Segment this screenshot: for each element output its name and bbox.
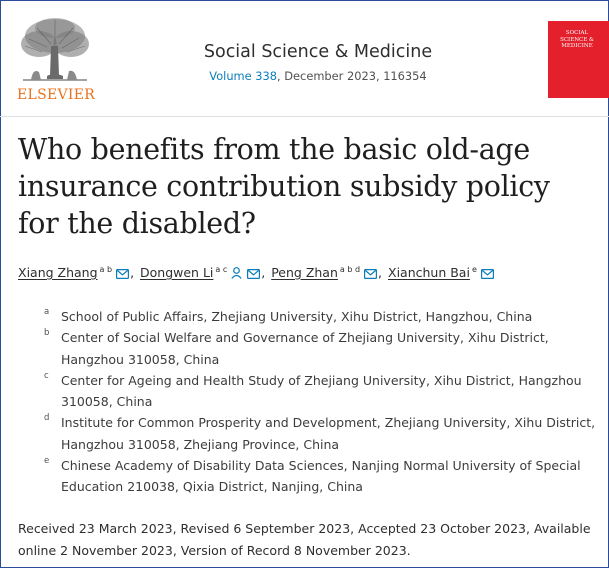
author-separator: , [378,265,386,280]
affiliation-text: School of Public Affairs, Zhejiang University, Xihu District, Hangzhou, China [61,309,533,324]
affiliation-marker: b [44,328,50,339]
journal-title[interactable]: Social Science & Medicine [203,42,433,62]
author-name[interactable]: Peng Zhan [271,265,338,280]
affiliation-marker: a [44,307,50,317]
author-name[interactable]: Dongwen Li [140,265,214,280]
author-list [18,265,608,282]
author-affiliation-marker: a b d [339,265,361,274]
author-name[interactable]: Xiang Zhang [18,265,98,280]
author-affiliation-marker: e [471,265,477,274]
affiliation-marker: d [44,413,50,424]
affiliation-marker: e [44,456,50,467]
author-affiliation-marker: a c [215,265,228,274]
affiliation-marker: c [44,370,49,381]
volume-link[interactable]: Volume 338 [209,69,278,83]
header-divider [0,116,609,117]
affiliation-text: Institute for Common Prosperity and Development, Zhejiang University, Xihu District, Hangzhou 310058, Zhejiang Province, China [61,415,596,452]
article-title: Who benefits from the basic old-age insurance contribution subsidy policy for the disabled? [18,133,550,240]
affiliation-item [44,370,609,413]
issue-info: , December 2023, 116354 [277,69,427,83]
affiliation-item [44,327,609,370]
author-separator: , [261,265,270,280]
publisher-wordmark[interactable]: ELSEVIER [17,87,96,103]
person-icon[interactable] [231,267,242,282]
journal-meta [0,69,609,83]
author-separator: , [130,265,139,280]
mail-icon[interactable] [481,267,494,282]
journal-cover-thumbnail[interactable] [548,21,609,98]
mail-icon[interactable] [364,267,377,282]
affiliation-text: Chinese Academy of Disability Data Sciences, Nanjing Normal University of Special Education 210038, Qixia District, Nanjing, China [61,458,581,495]
affiliation-text: Center of Social Welfare and Governance of Zhejiang University, Xihu District, Hangzhou 310058, China [61,330,549,367]
publication-history: Received 23 March 2023, Revised 6 September 2023, Accepted 23 October 2023, Available online 2 November 2023, Version of Record 8 November 2023. [18,521,591,558]
affiliation-text: Center for Ageing and Health Study of Zhejiang University, Xihu District, Hangzhou 310058, China [61,372,582,410]
affiliation-list [44,306,609,498]
mail-icon[interactable] [116,267,129,282]
affiliation-item [44,455,609,498]
mail-icon[interactable] [247,267,260,282]
affiliation-item [44,412,609,455]
affiliation-item [44,306,609,327]
cover-title: SOCIAL SCIENCE & MEDICINE [560,30,594,49]
author-affiliation-marker: a b [99,265,113,274]
author-name[interactable]: Xianchun Bai [388,265,470,280]
